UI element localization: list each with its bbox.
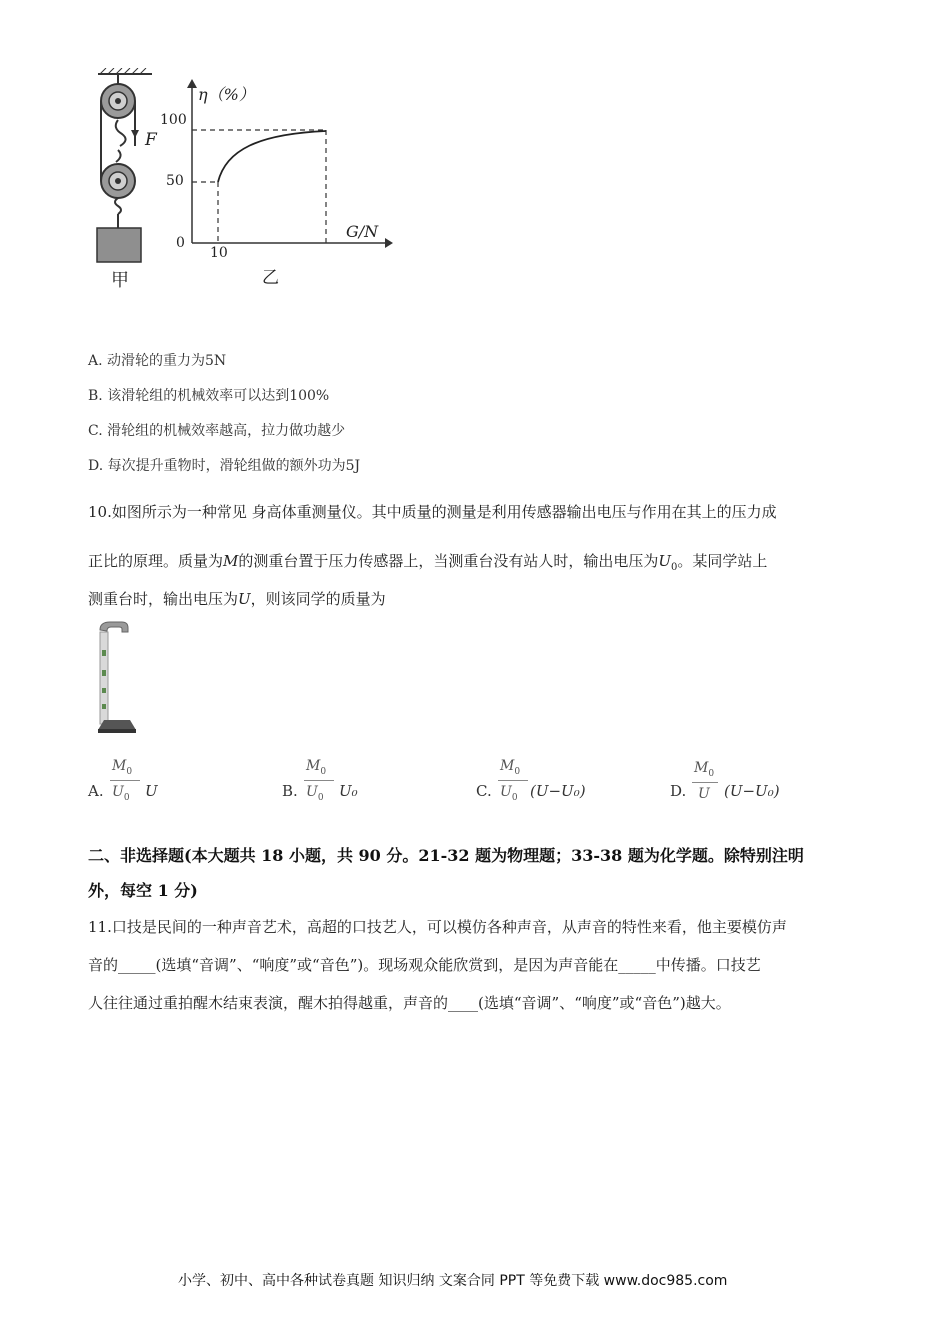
q10-option-b: B.: [282, 782, 298, 800]
q10-option-c-tail: (U−U₀): [530, 782, 586, 800]
x-tick-10: 10: [210, 245, 228, 261]
q10-option-a-tail: U: [145, 782, 158, 800]
figure-jia-label: 甲: [111, 270, 129, 291]
q11-line-1: 11.口技是民间的一种声音艺术，高超的口技艺人，可以模仿各种声音，从声音的特性来看，他主要模仿声: [88, 918, 787, 936]
y-tick-50: 50: [166, 173, 184, 189]
q10-option-c: C.: [476, 782, 492, 800]
y-tick-0: 0: [176, 235, 185, 251]
q11-line-3: 人往往通过重拍醒木结束表演，醒木拍得越重，声音的____(选填“音调”、“响度”或“音色”)越大。: [88, 994, 731, 1012]
q10-option-b-fraction: $M_0$ $U_0$: [304, 758, 336, 808]
q10-line-3: 测重台时，输出电压为U，则该同学的质量为: [88, 590, 386, 608]
q10-option-c-fraction: $M_0$ $U_0$: [498, 758, 530, 808]
q9-option-c: C. 滑轮组的机械效率越高，拉力做功越少: [88, 423, 346, 439]
q9-option-d: D. 每次提升重物时，滑轮组做的额外功为5J: [88, 458, 361, 474]
height-weight-scale-image: [90, 620, 140, 735]
y-tick-100: 100: [160, 112, 187, 128]
section-2-heading-line-2: 外，每空 1 分): [88, 881, 198, 900]
figure-yi-label: 乙: [262, 268, 279, 288]
force-label: F: [145, 130, 157, 150]
q10-option-a: A.: [88, 782, 104, 800]
q9-option-b: B. 该滑轮组的机械效率可以达到100%: [88, 388, 330, 404]
q11-line-2: 音的_____(选填“音调”、“响度”或“音色”)。现场观众能欣赏到，是因为声音能在_____中传播。口技艺: [88, 956, 761, 974]
q10-line-2: 正比的原理。质量为M的测重台置于压力传感器上，当测重台没有站人时，输出电压为$U_0$。某同学站上: [88, 552, 768, 573]
q10-option-b-tail: U₀: [339, 782, 358, 800]
q10-line-1: 10.如图所示为一种常见 身高体重测量仪。其中质量的测量是利用传感器输出电压与作用在其上的压力成: [88, 503, 777, 521]
x-axis-label: G/N: [346, 222, 379, 241]
q10-option-d-tail: (U−U₀): [724, 782, 780, 800]
page-footer: 小学、初中、高中各种试卷真题 知识归纳 文案合同 PPT 等免费下载 www.doc985.com: [178, 1273, 728, 1289]
q10-option-a-fraction: $M_0$ $U_0$: [110, 758, 142, 808]
q10-option-d-fraction: $M_0$ U: [692, 760, 724, 810]
section-2-heading-line-1: 二、非选择题(本大题共 18 小题，共 90 分。21-32 题为物理题；33-38 题为化学题。除特别注明: [88, 846, 804, 865]
q10-option-d: D.: [670, 782, 687, 800]
y-axis-label: η（%）: [198, 85, 255, 104]
q9-option-a: A. 动滑轮的重力为5N: [88, 353, 227, 369]
